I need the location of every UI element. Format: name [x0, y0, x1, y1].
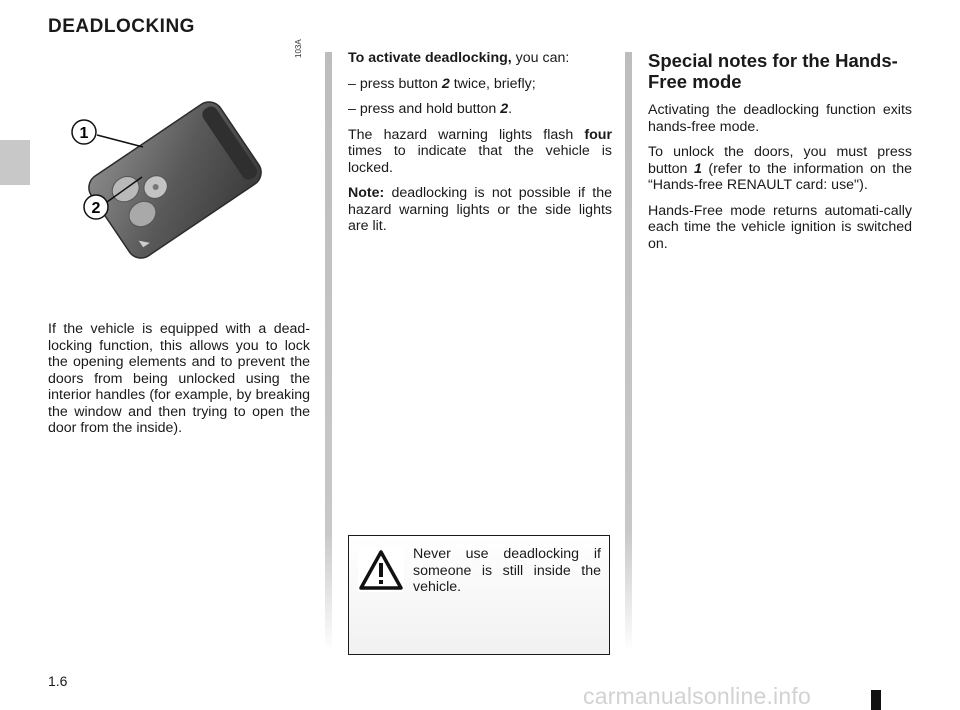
note-paragraph: Note: deadlocking is not possible if the hazard warning lights or the side lights are lit.	[348, 185, 612, 234]
activate-paragraph: To activate deadlocking, you can:	[348, 50, 570, 66]
note-label: Note:	[348, 185, 385, 201]
renault-card-illustration	[60, 95, 290, 265]
page-title: DEADLOCKING	[48, 16, 195, 37]
bullet-item-1: – press button 2 twice, briefly;	[348, 75, 536, 92]
hands-free-paragraph-1: Activating the deadlocking function exits hands-free mode.	[648, 102, 912, 135]
hands-free-paragraph-2: To unlock the doors, you must press button 1 (refer to the information on the “Hands-free RENAULT card: use").	[648, 144, 912, 193]
bullet-item-2: – press and hold button 2.	[348, 101, 513, 117]
button-2-ref: 2	[500, 101, 509, 117]
watermark: carmanualsonline.info	[583, 683, 811, 709]
warning-text: Never use deadlocking if someone is still inside the vehicle.	[413, 546, 601, 595]
button-2-ref: 2	[441, 75, 450, 92]
column-divider-left	[325, 52, 332, 652]
section-tab	[0, 140, 30, 185]
hazard-paragraph: The hazard warning lights flash four times to indicate that the vehicle is locked.	[348, 126, 612, 176]
column-left	[48, 321, 310, 446]
callout-2	[84, 195, 108, 219]
activate-heading: To activate deadlocking,	[348, 50, 512, 66]
button-1-ref: 1	[693, 160, 702, 177]
column-middle	[348, 50, 612, 244]
column-right	[648, 50, 912, 261]
svg-text:2: 2	[91, 200, 101, 217]
figure-reference: 103A	[294, 39, 303, 58]
svg-text:1: 1	[79, 125, 89, 142]
warning-box	[348, 535, 610, 655]
card-figure	[60, 95, 290, 265]
hands-free-paragraph-3: Hands-Free mode returns automati-cally each time the vehicle ignition is switched on.	[648, 202, 912, 252]
column-divider-right	[625, 52, 632, 652]
intro-paragraph: If the vehicle is equipped with a dead-locking function, this allows you to lock the opening elements and to prevent the doors from being unlocked using the interior handles (for example, by breaking the window and then trying to open the door from the inside).	[48, 321, 310, 436]
callout-1	[72, 120, 96, 144]
hands-free-heading: Special notes for the Hands-Free mode	[648, 50, 898, 92]
page-number: 1.6	[48, 673, 68, 689]
corner-mark	[871, 690, 881, 710]
warning-triangle-icon	[358, 548, 404, 592]
